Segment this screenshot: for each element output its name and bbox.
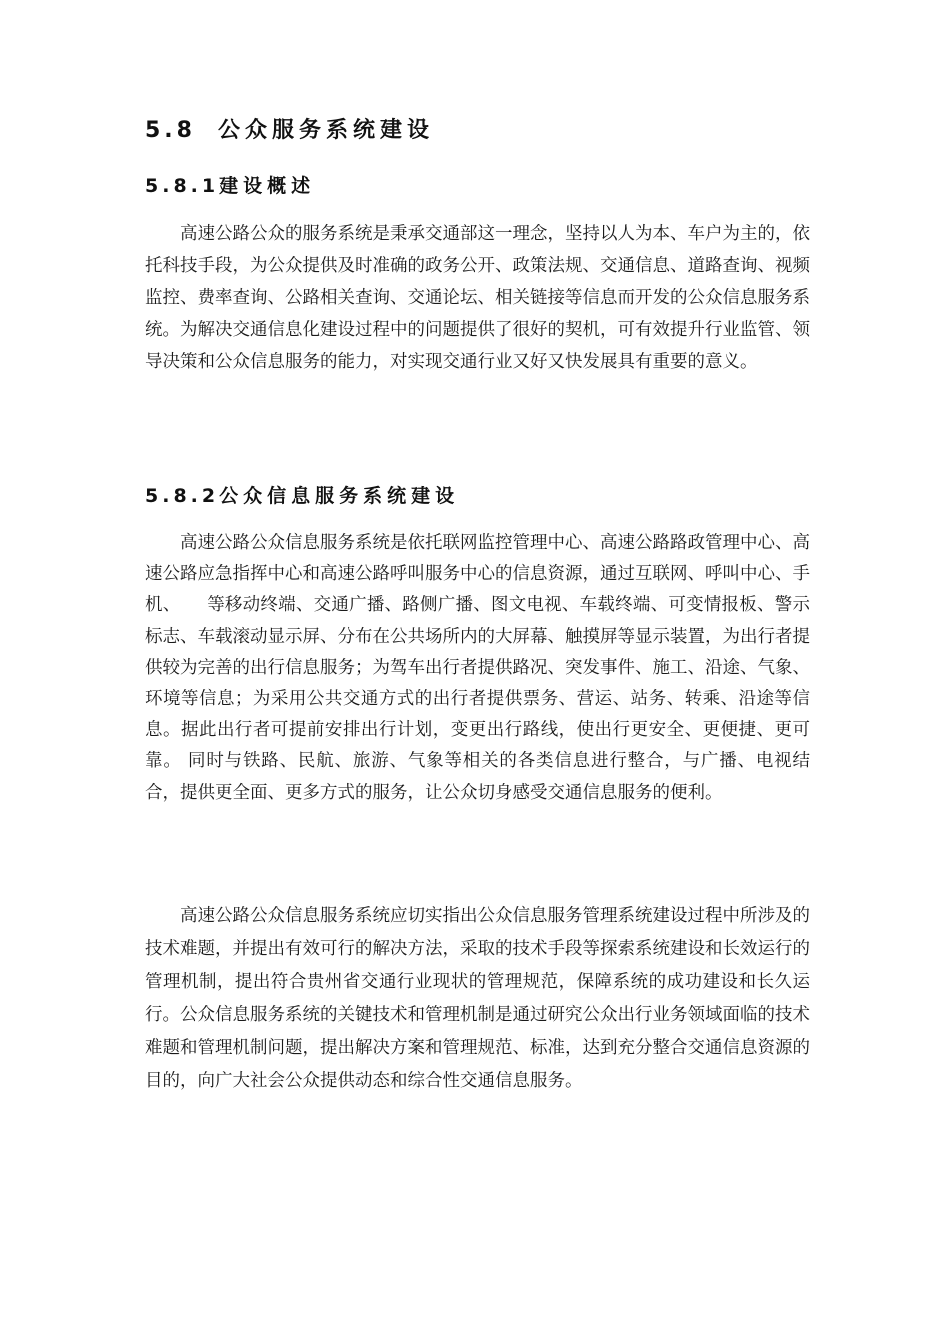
subsection-number: 5.8.1 xyxy=(145,175,220,197)
subsection-heading-5-8-1 xyxy=(145,173,315,199)
subsection-title: 建设概述 xyxy=(219,175,316,197)
section-title: 公众服务系统建设 xyxy=(217,118,434,143)
subsection-heading-5-8-2 xyxy=(145,483,459,509)
section-number: 5.8 xyxy=(145,118,196,143)
paragraph-technical-requirements: 高速公路公众信息服务系统应切实指出公众信息服务管理系统建设过程中所涉及的技术难题，并提出有效可行的解决方法，采取的技术手段等探索系统建设和长效运行的管理机制，提出符合贵州省交通行业现状的管理规范，保障系统的成功建设和长久运行。公众信息服务系统的关键技术和管理机制是通过研究公众出行业务领域面临的技术难题和管理机制问题，提出解决方案和管理规范、标准，达到充分整合交通信息资源的目的，向广大社会公众提供动态和综合性交通信息服务。 xyxy=(145,906,810,1091)
paragraph-system-description: 高速公路公众信息服务系统是依托联网监控管理中心、高速公路路政管理中心、高速公路应急指挥中心和高速公路呼叫服务中心的信息资源，通过互联网、呼叫中心、手机、 等移动终端、交通广播、路侧广播、图文电视、车载终端、可变情报板、警示标志、车载滚动显示屏、分布在公共场所内的大屏幕、触摸屏等显示装置，为出行者提供较为完善的出行信息服务；为驾车出行者提供路况、突发事件、施工、沿途、气象、环境等信息；为采用公共交通方式的出行者提供票务、营运、站务、转乘、沿途等信息。据此出行者可提前安排出行计划，变更出行路线，使出行更安全、更便捷、更可靠。 同时与铁路、民航、旅游、气象等相关的各类信息进行整合，与广播、电视结合，提供更全面、更多方式的服务，让公众切身感受交通信息服务的便利。 xyxy=(145,533,810,803)
subsection-title: 公众信息服务系统建设 xyxy=(219,485,460,507)
paragraph-overview: 高速公路公众的服务系统是秉承交通部这一理念，坚持以人为本、车户为主的，依托科技手段，为公众提供及时准确的政务公开、政策法规、交通信息、道路查询、视频监控、费率查询、公路相关查询、交通论坛、相关链接等信息而开发的公众信息服务系统。为解决交通信息化建设过程中的问题提供了很好的契机，可有效提升行业监管、领导决策和公众信息服务的能力，对实现交通行业又好又快发展具有重要的意义。 xyxy=(145,224,810,372)
subsection-number: 5.8.2 xyxy=(145,485,220,507)
section-heading xyxy=(145,116,434,146)
